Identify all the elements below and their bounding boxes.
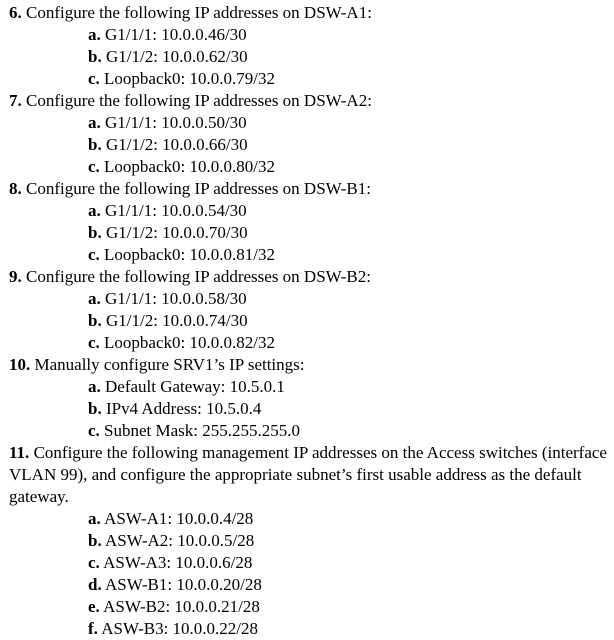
item-letter: c. (88, 69, 100, 88)
item-text: G1/1/1: 10.0.0.54/30 (105, 201, 247, 220)
step-number: 6. (9, 3, 22, 22)
item-letter: a. (88, 201, 101, 220)
step-heading (9, 354, 609, 376)
item-text: ASW-B2: 10.0.0.21/28 (103, 597, 260, 616)
list-item (9, 156, 609, 178)
item-text: ASW-A2: 10.0.0.5/28 (105, 531, 255, 550)
list-item (9, 134, 609, 156)
step-6 (9, 2, 609, 90)
list-item (9, 244, 609, 266)
step-text: Configure the following IP addresses on DSW-A2: (26, 91, 372, 110)
item-text: ASW-B3: 10.0.0.22/28 (101, 619, 259, 638)
step-7 (9, 90, 609, 178)
item-text: Subnet Mask: 255.255.255.0 (104, 421, 301, 440)
item-letter: a. (88, 289, 101, 308)
list-item (9, 420, 609, 442)
item-text: Loopback0: 10.0.0.80/32 (104, 157, 275, 176)
list-item (9, 310, 609, 332)
list-item (9, 68, 609, 90)
list-item (9, 332, 609, 354)
item-text: ASW-A1: 10.0.0.4/28 (104, 509, 254, 528)
item-letter: b. (88, 223, 102, 242)
step-text: Configure the following IP addresses on DSW-B2: (26, 267, 371, 286)
item-text: Default Gateway: 10.5.0.1 (105, 377, 285, 396)
item-text: Loopback0: 10.0.0.81/32 (104, 245, 275, 264)
item-letter: a. (88, 25, 101, 44)
item-letter: c. (88, 333, 100, 352)
step-text: Configure the following management IP addresses on the Access switches (interface VLAN 99), and configure the appropriate subnet’s first usable address as the default gateway. (9, 443, 607, 506)
item-letter: b. (88, 47, 102, 66)
step-heading (9, 2, 609, 24)
item-text: G1/1/2: 10.0.0.74/30 (105, 311, 248, 330)
list-item (9, 618, 609, 640)
item-letter: a. (88, 113, 101, 132)
step-text: Manually configure SRV1’s IP settings: (34, 355, 305, 374)
item-letter: c. (88, 157, 100, 176)
list-item (9, 574, 609, 596)
item-text: G1/1/2: 10.0.0.62/30 (105, 47, 248, 66)
item-letter: b. (88, 399, 102, 418)
item-letter: e. (88, 597, 100, 616)
item-text: G1/1/2: 10.0.0.70/30 (105, 223, 248, 242)
item-letter: f. (88, 619, 98, 638)
item-letter: b. (88, 311, 102, 330)
item-text: Loopback0: 10.0.0.79/32 (104, 69, 275, 88)
list-item (9, 24, 609, 46)
step-heading (9, 266, 609, 288)
item-text: G1/1/2: 10.0.0.66/30 (105, 135, 248, 154)
list-item (9, 552, 609, 574)
step-10 (9, 354, 609, 442)
list-item (9, 46, 609, 68)
step-number: 7. (9, 91, 22, 110)
step-heading (9, 90, 609, 112)
item-letter: c. (88, 245, 100, 264)
item-text: G1/1/1: 10.0.0.46/30 (105, 25, 247, 44)
step-text: Configure the following IP addresses on DSW-B1: (26, 179, 371, 198)
item-letter: a. (88, 377, 101, 396)
step-text: Configure the following IP addresses on DSW-A1: (26, 3, 372, 22)
step-number: 9. (9, 267, 22, 286)
item-letter: b. (88, 531, 102, 550)
step-heading (9, 442, 609, 508)
step-8 (9, 178, 609, 266)
document-body (9, 2, 609, 640)
item-letter: d. (88, 575, 102, 594)
item-text: Loopback0: 10.0.0.82/32 (104, 333, 275, 352)
item-text: IPv4 Address: 10.5.0.4 (105, 399, 262, 418)
step-9 (9, 266, 609, 354)
item-letter: c. (88, 553, 100, 572)
list-item (9, 200, 609, 222)
item-letter: c. (88, 421, 100, 440)
list-item (9, 222, 609, 244)
item-text: ASW-B1: 10.0.0.20/28 (105, 575, 262, 594)
item-letter: b. (88, 135, 102, 154)
list-item (9, 288, 609, 310)
step-number: 10. (9, 355, 31, 374)
list-item (9, 398, 609, 420)
list-item (9, 596, 609, 618)
item-text: G1/1/1: 10.0.0.58/30 (105, 289, 247, 308)
list-item (9, 530, 609, 552)
step-number: 8. (9, 179, 22, 198)
item-letter: a. (88, 509, 101, 528)
step-number: 11. (9, 443, 30, 462)
item-text: ASW-A3: 10.0.0.6/28 (103, 553, 253, 572)
list-item (9, 112, 609, 134)
step-11 (9, 442, 609, 640)
step-heading (9, 178, 609, 200)
list-item (9, 508, 609, 530)
list-item (9, 376, 609, 398)
item-text: G1/1/1: 10.0.0.50/30 (105, 113, 247, 132)
